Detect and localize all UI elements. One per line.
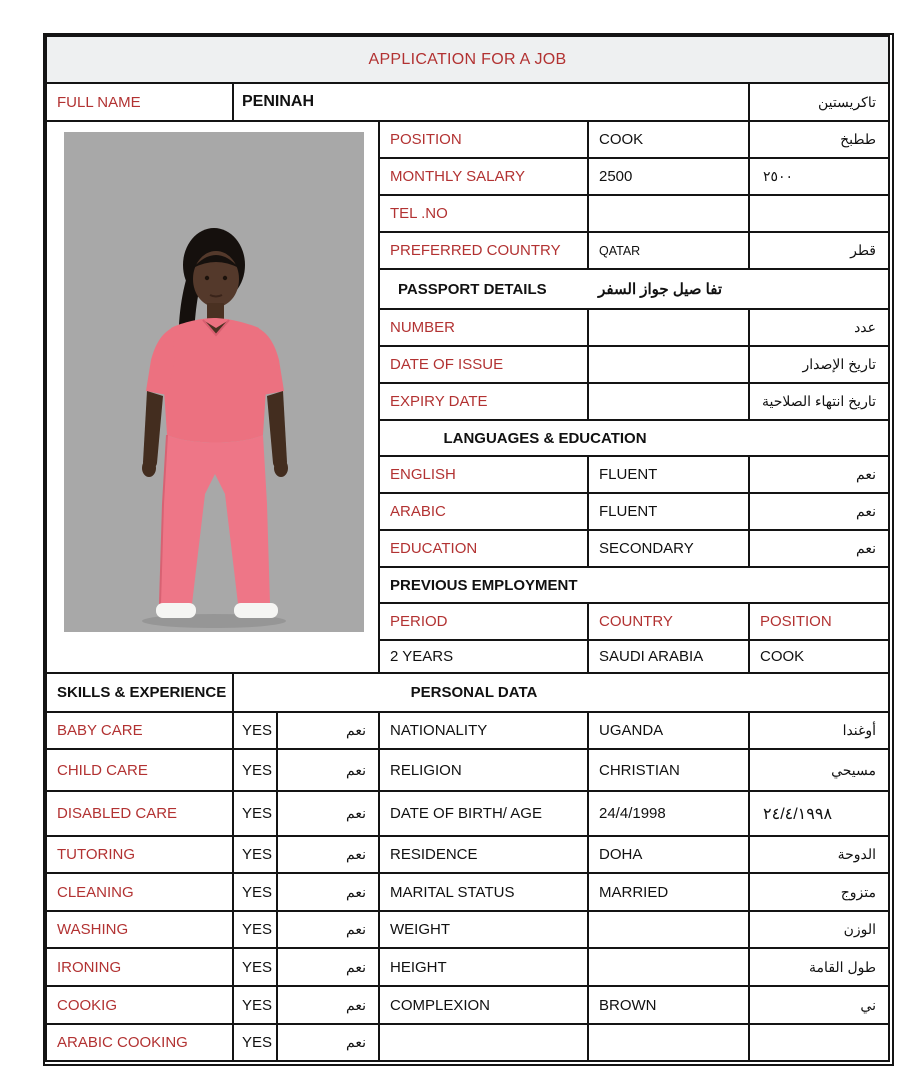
tel-label: TEL .NO: [378, 194, 589, 233]
skill-arabic: نعم: [276, 748, 380, 792]
languages-education-header: LANGUAGES & EDUCATION: [378, 419, 890, 457]
skill-yes: YES: [232, 985, 278, 1025]
personal-value: MARRIED: [587, 872, 750, 912]
personal-label: [378, 1023, 589, 1062]
skill-arabic: نعم: [276, 985, 380, 1025]
personal-arabic: ني: [748, 985, 890, 1025]
personal-arabic: الوزن: [748, 910, 890, 949]
personal-value: [587, 1023, 750, 1062]
position-value: COOK: [587, 120, 750, 159]
application-form-table: [43, 33, 894, 1066]
employment-country-value: SAUDI ARABIA: [587, 639, 750, 674]
education-value: SECONDARY: [587, 529, 750, 568]
education-arabic: نعم: [748, 529, 890, 568]
applicant-photo-illustration: [64, 132, 364, 632]
skill-yes: YES: [232, 1023, 278, 1062]
skill-yes: YES: [232, 910, 278, 949]
position-arabic: ططبخ: [748, 120, 890, 159]
skill-arabic: نعم: [276, 835, 380, 874]
passport-number-value: [587, 308, 750, 347]
skill-yes: YES: [232, 835, 278, 874]
full-name-arabic: تاكريستين: [748, 82, 890, 122]
skill-yes: YES: [232, 872, 278, 912]
employment-position-value: COOK: [748, 639, 890, 674]
personal-label: RELIGION: [378, 748, 589, 792]
previous-employment-header: PREVIOUS EMPLOYMENT: [378, 566, 890, 604]
skill-label: WASHING: [45, 910, 234, 949]
skill-arabic: نعم: [276, 1023, 380, 1062]
position-label: POSITION: [378, 120, 589, 159]
personal-arabic: [748, 1023, 890, 1062]
skill-arabic: نعم: [276, 872, 380, 912]
skill-yes: YES: [232, 790, 278, 837]
personal-arabic: متزوج: [748, 872, 890, 912]
skill-label: COOKIG: [45, 985, 234, 1025]
personal-arabic: مسيحي: [748, 748, 890, 792]
personal-value: UGANDA: [587, 711, 750, 750]
personal-label: HEIGHT: [378, 947, 589, 987]
personal-value: CHRISTIAN: [587, 748, 750, 792]
date-of-issue-value: [587, 345, 750, 384]
skill-label: BABY CARE: [45, 711, 234, 750]
personal-arabic: الدوحة: [748, 835, 890, 874]
expiry-date-label: EXPIRY DATE: [378, 382, 589, 421]
skill-yes: YES: [232, 748, 278, 792]
personal-arabic: ٢٤/٤/١٩٩٨: [748, 790, 890, 837]
passport-details-title: PASSPORT DETAILS: [398, 280, 547, 298]
salary-arabic: ٢٥٠٠: [748, 157, 890, 196]
personal-label: RESIDENCE: [378, 835, 589, 874]
skill-label: CHILD CARE: [45, 748, 234, 792]
arabic-label: ARABIC: [378, 492, 589, 531]
skill-arabic: نعم: [276, 910, 380, 949]
personal-value: 24/4/1998: [587, 790, 750, 837]
skills-experience-header: SKILLS & EXPERIENCE: [45, 672, 234, 713]
personal-label: MARITAL STATUS: [378, 872, 589, 912]
personal-value: DOHA: [587, 835, 750, 874]
expiry-date-value: [587, 382, 750, 421]
photo-cell: [45, 120, 380, 674]
skill-label: ARABIC COOKING: [45, 1023, 234, 1062]
period-column-header: PERIOD: [378, 602, 589, 641]
country-column-header: COUNTRY: [587, 602, 750, 641]
passport-details-title-arabic: تفا صيل جواز السفر: [598, 281, 722, 298]
preferred-country-label: PREFERRED COUNTRY: [378, 231, 589, 270]
full-name-value: PENINAH: [232, 82, 750, 122]
preferred-country-value: QATAR: [587, 231, 750, 270]
english-value: FLUENT: [587, 455, 750, 494]
skill-yes: YES: [232, 947, 278, 987]
tel-value: [587, 194, 750, 233]
education-label: EDUCATION: [378, 529, 589, 568]
english-label: ENGLISH: [378, 455, 589, 494]
personal-data-header: PERSONAL DATA: [232, 672, 890, 713]
arabic-arabic: نعم: [748, 492, 890, 531]
period-value: 2 YEARS: [378, 639, 589, 674]
skill-label: IRONING: [45, 947, 234, 987]
personal-value: [587, 910, 750, 949]
tel-arabic: [748, 194, 890, 233]
salary-value: 2500: [587, 157, 750, 196]
skill-label: CLEANING: [45, 872, 234, 912]
applicant-photo: [64, 132, 364, 632]
date-of-issue-arabic: تاريخ الإصدار: [748, 345, 890, 384]
skill-arabic: نعم: [276, 947, 380, 987]
personal-arabic: أوغندا: [748, 711, 890, 750]
salary-label: MONTHLY SALARY: [378, 157, 589, 196]
form-title: APPLICATION FOR A JOB: [45, 35, 890, 84]
skill-arabic: نعم: [276, 790, 380, 837]
personal-label: DATE OF BIRTH/ AGE: [378, 790, 589, 837]
expiry-date-arabic: تاريخ انتهاء الصلاحية: [748, 382, 890, 421]
passport-details-header: [378, 268, 890, 310]
skill-yes: YES: [232, 711, 278, 750]
position-column-header: POSITION: [748, 602, 890, 641]
personal-label: COMPLEXION: [378, 985, 589, 1025]
personal-label: NATIONALITY: [378, 711, 589, 750]
full-name-label: FULL NAME: [45, 82, 234, 122]
preferred-country-arabic: قطر: [748, 231, 890, 270]
skill-label: DISABLED CARE: [45, 790, 234, 837]
personal-label: WEIGHT: [378, 910, 589, 949]
skill-arabic: نعم: [276, 711, 380, 750]
date-of-issue-label: DATE OF ISSUE: [378, 345, 589, 384]
personal-value: [587, 947, 750, 987]
arabic-value: FLUENT: [587, 492, 750, 531]
passport-number-arabic: عدد: [748, 308, 890, 347]
english-arabic: نعم: [748, 455, 890, 494]
skill-label: TUTORING: [45, 835, 234, 874]
personal-value: BROWN: [587, 985, 750, 1025]
passport-number-label: NUMBER: [378, 308, 589, 347]
personal-arabic: طول القامة: [748, 947, 890, 987]
